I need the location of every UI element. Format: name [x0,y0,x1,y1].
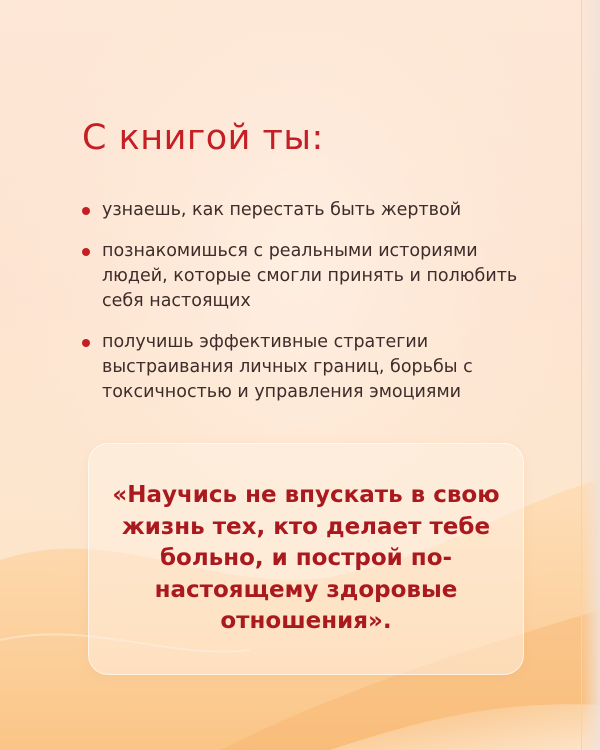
bullet-dot-icon [82,248,90,256]
page-title: С книгой ты: [82,118,324,158]
quote-text: «Научись не впускать в свою жизнь тех, кто делает тебе больно, и построй по-настоящему здоровые отношения». [112,482,500,634]
list-item-text: узнаешь, как перестать быть жертвой [102,200,462,220]
list-item [82,239,542,314]
page-edge [581,0,600,750]
list-item-text: познакомишься с реальными историями людей, которые смогли принять и полюбить себя настоящих [102,241,518,311]
benefits-list [82,198,542,421]
list-item [82,330,542,405]
quote-card [88,443,524,675]
bullet-dot-icon [82,207,90,215]
list-item-text: получишь эффективные стратегии выстраивания личных границ, борьбы с токсичностью и управления эмоциями [102,332,473,402]
bullet-dot-icon [82,339,90,347]
list-item [82,198,542,223]
